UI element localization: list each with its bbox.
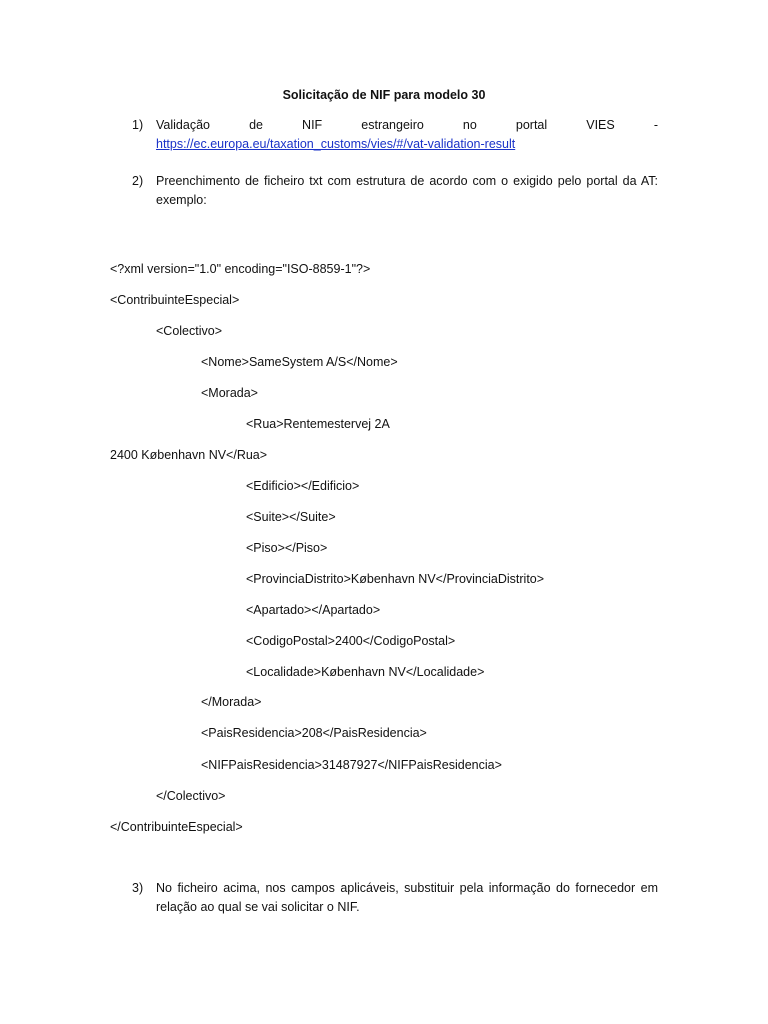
xml-line: <Morada> — [201, 386, 258, 400]
xml-line: <NIFPaisResidencia>31487927</NIFPaisResidencia> — [201, 758, 502, 772]
xml-line: <ContribuinteEspecial> — [110, 293, 240, 307]
xml-line: </Morada> — [201, 695, 262, 709]
list-item-number: 3) — [132, 881, 144, 895]
document-title: Solicitação de NIF para modelo 30 — [282, 88, 486, 102]
list-item-2-text: Preenchimento de ficheiro txt com estrutura de acordo com o exigido pelo portal da AT: exemplo: — [156, 174, 658, 207]
xml-line: 2400 København NV</Rua> — [110, 448, 268, 462]
xml-line: <Rua>Rentemestervej 2A — [246, 417, 390, 431]
xml-line: <Piso></Piso> — [246, 541, 328, 555]
xml-line: <Suite></Suite> — [246, 510, 336, 524]
xml-line: <?xml version="1.0" encoding="ISO-8859-1"?> — [110, 262, 371, 276]
word: VIES — [586, 118, 615, 132]
xml-line: <Localidade>København NV</Localidade> — [246, 665, 485, 679]
list-item-number: 1) — [132, 118, 144, 132]
word: Validação — [156, 118, 210, 132]
xml-line: <Apartado></Apartado> — [246, 603, 381, 617]
list-item-3 — [110, 879, 658, 919]
word: - — [653, 118, 658, 132]
word: portal — [515, 118, 548, 132]
list-item-3-text: No ficheiro acima, nos campos aplicáveis, substituir pela informação do fornecedor em relação ao qual se vai solicitar o NIF. — [156, 881, 658, 914]
xml-line: </Colectivo> — [156, 789, 226, 803]
list-item-1-text — [156, 116, 658, 135]
xml-line: <Nome>SameSystem A/S</Nome> — [201, 355, 398, 369]
xml-line: <PaisResidencia>208</PaisResidencia> — [201, 726, 427, 740]
word: no — [462, 118, 477, 132]
xml-line: <Colectivo> — [156, 324, 223, 338]
xml-line: <Edificio></Edificio> — [246, 479, 360, 493]
word: NIF — [302, 118, 323, 132]
word: de — [249, 118, 263, 132]
xml-line: <ProvinciaDistrito>København NV</ProvinciaDistrito> — [246, 572, 545, 586]
list-item-1 — [110, 116, 658, 156]
xml-line: <CodigoPostal>2400</CodigoPostal> — [246, 634, 456, 648]
list-item-number: 2) — [132, 174, 144, 188]
list-item-2 — [110, 172, 658, 212]
xml-line: </ContribuinteEspecial> — [110, 820, 243, 834]
vies-link[interactable]: https://ec.europa.eu/taxation_customs/vies/#/vat-validation-result — [156, 137, 516, 151]
word: estrangeiro — [361, 118, 424, 132]
